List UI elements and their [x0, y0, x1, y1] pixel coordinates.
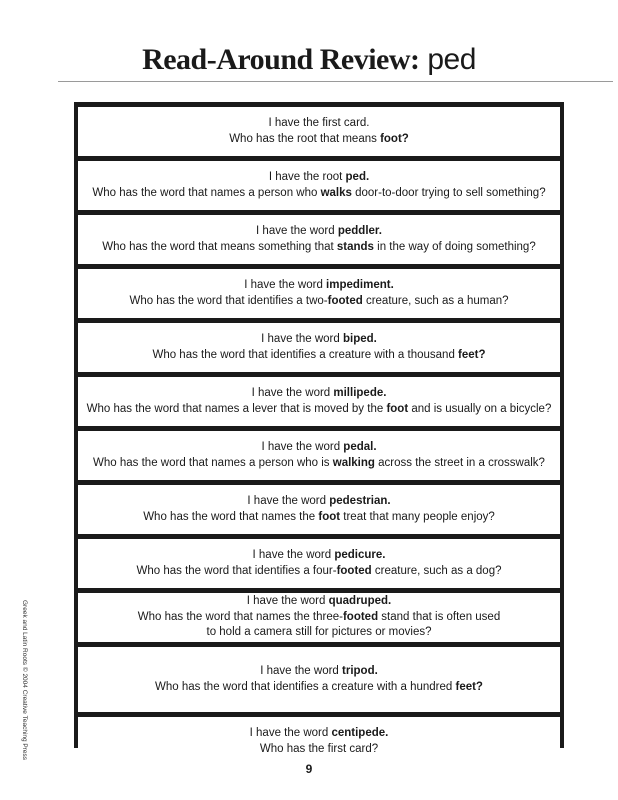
card-keyword: feet? [458, 348, 486, 361]
card-statement: I have the word peddler. [256, 225, 382, 237]
card-question: Who has the word that names a lever that is moved by the foot and is usually on a bicycle? [86, 402, 552, 415]
card-statement: I have the word pedal. [261, 441, 377, 453]
card-question-continued: to hold a camera still for pictures or movies? [206, 626, 432, 639]
title-divider [58, 81, 613, 82]
review-card [78, 269, 560, 318]
card-statement: I have the word centipede. [249, 727, 389, 739]
card-statement: I have the word pedestrian. [247, 495, 391, 507]
card-statement: I have the word tripod. [260, 665, 378, 677]
card-answer-word: peddler. [337, 225, 382, 237]
card-answer-word: impediment. [326, 279, 394, 291]
card-answer-word: pedicure. [334, 549, 386, 561]
card-answer-word: pedestrian. [329, 495, 391, 507]
card-statement: I have the word impediment. [244, 279, 394, 291]
card-keyword: walks [320, 186, 352, 199]
card-question: Who has the word that names the foot treat that many people enjoy? [143, 510, 495, 523]
card-answer-word: millipede. [333, 387, 387, 399]
title-heading: Read-Around Review: [142, 43, 420, 76]
card-question: Who has the first card? [259, 742, 379, 755]
card-keyword: footed [342, 610, 379, 623]
card-statement: I have the word pedicure. [252, 549, 386, 561]
card-keyword: foot [318, 510, 341, 523]
review-card [78, 485, 560, 534]
card-question: Who has the word that names a person who walks door-to-door trying to sell something? [92, 186, 546, 199]
card-statement: I have the word quadruped. [246, 595, 392, 608]
card-keyword: foot? [380, 132, 409, 145]
review-card [78, 431, 560, 480]
card-statement: I have the first card. [268, 117, 370, 129]
review-card [78, 377, 560, 426]
card-keyword: walking [332, 456, 375, 469]
card-grid [74, 102, 564, 755]
card-keyword: footed [327, 294, 363, 307]
card-question: Who has the word that identifies a two-footed creature, such as a human? [129, 294, 509, 307]
card-answer-word: quadruped. [328, 595, 392, 608]
card-keyword: stands [336, 240, 374, 253]
page-title [0, 42, 618, 78]
review-card [78, 323, 560, 372]
card-question: Who has the word that identifies a creature with a hundred feet? [155, 680, 483, 693]
card-answer-word: centipede. [331, 727, 389, 739]
review-card [78, 539, 560, 588]
card-question: Who has the word that identifies a four-footed creature, such as a dog? [136, 564, 502, 577]
review-card [78, 717, 560, 766]
card-answer-word: pedal. [343, 441, 377, 453]
card-question: Who has the root that means foot? [229, 132, 409, 145]
title-root-word: ped [427, 43, 476, 76]
card-keyword: feet? [455, 680, 483, 693]
card-question: Who has the word that names the three-footed stand that is often used [137, 610, 501, 623]
review-card [78, 161, 560, 210]
card-answer-word: ped. [345, 171, 370, 183]
card-keyword: foot [386, 402, 409, 415]
card-statement: I have the word millipede. [251, 387, 387, 399]
card-question: Who has the word that names a person who is walking across the street in a crosswalk? [93, 456, 545, 469]
card-answer-word: biped. [342, 333, 377, 345]
card-question: Who has the word that means something that stands in the way of doing something? [102, 240, 536, 253]
card-question: Who has the word that identifies a creature with a thousand feet? [152, 348, 486, 361]
review-card [78, 107, 560, 156]
page-number: 9 [305, 762, 313, 776]
card-statement: I have the root ped. [268, 171, 370, 183]
review-card [78, 215, 560, 264]
review-card [78, 647, 560, 712]
copyright-credit: Greek and Latin Roots © 2004 Creative Teaching Press [21, 600, 28, 761]
card-statement: I have the word biped. [261, 333, 377, 345]
card-keyword: footed [336, 564, 372, 577]
review-card [78, 593, 560, 642]
card-answer-word: tripod. [342, 665, 378, 677]
